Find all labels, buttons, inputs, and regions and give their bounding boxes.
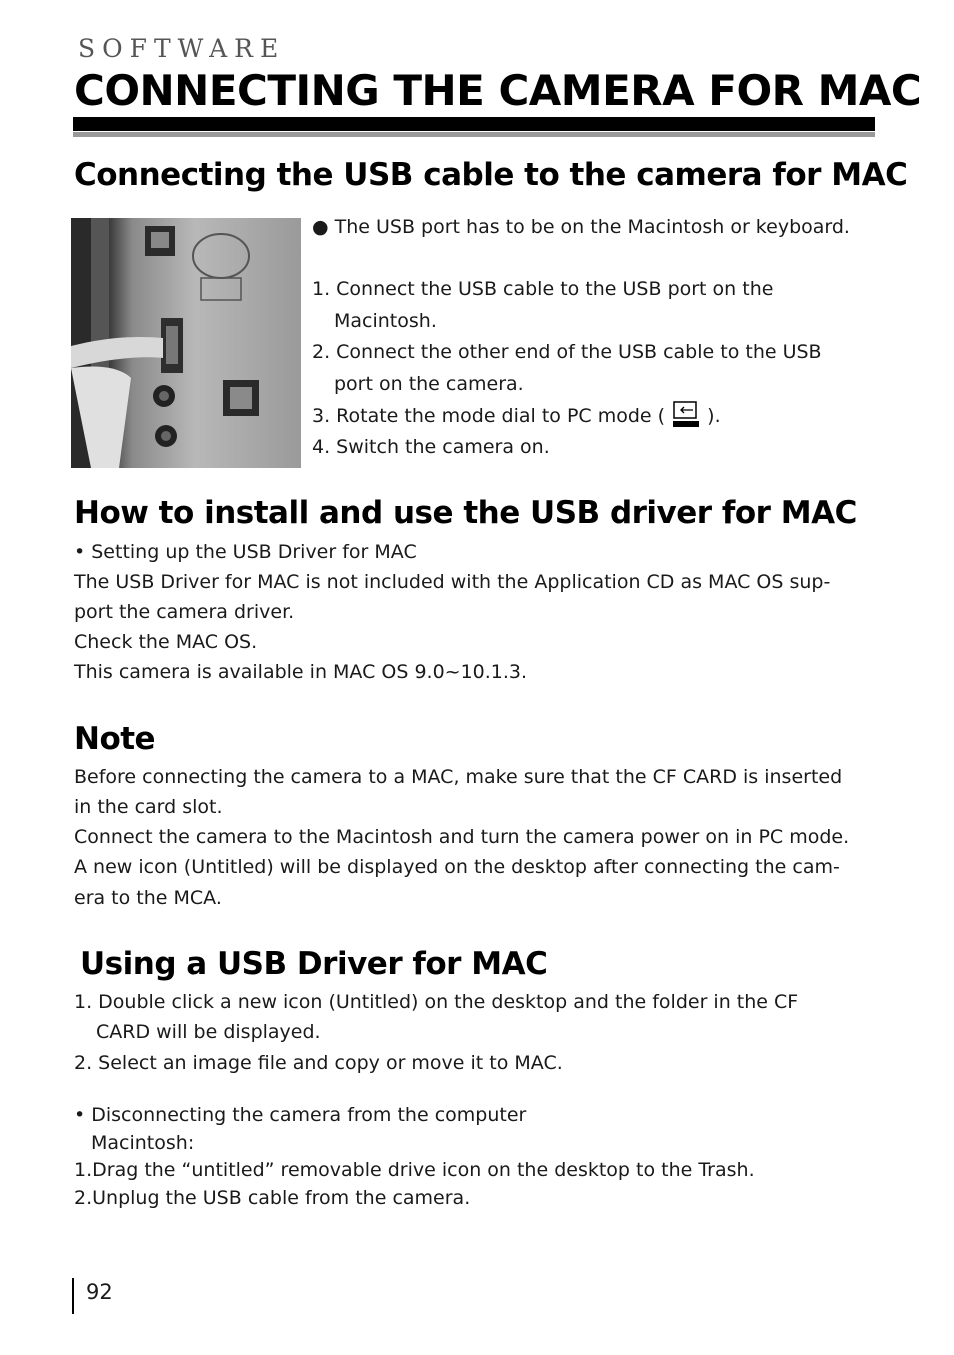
camera-usb-port-photo: [71, 218, 301, 468]
usb-port-note: ● The USB port has to be on the Macintosh or keyboard.: [312, 216, 850, 238]
step-2-line-2: port on the camera.: [334, 373, 524, 395]
step-1-line-1: 1. Connect the USB cable to the USB port on the: [312, 278, 774, 300]
note-line-3: Connect the camera to the Macintosh and turn the camera power on in PC mode.: [74, 826, 850, 848]
title-rule: [73, 117, 875, 131]
pc-mode-icon: [671, 400, 701, 428]
note-line-2: in the card slot.: [74, 796, 223, 818]
disconnect-title: • Disconnecting the camera from the computer: [74, 1104, 527, 1126]
note-heading: Note: [74, 721, 156, 757]
step-3: [312, 400, 721, 431]
title-rule-shadow: [73, 132, 875, 137]
note-line-5: era to the MCA.: [74, 887, 222, 909]
disconnect-step-1: 1.Drag the “untitled” removable drive icon on the desktop to the Trash.: [74, 1159, 755, 1181]
step-3-text: 3. Rotate the mode dial to PC mode (: [312, 405, 666, 427]
driver-text-line-3: Check the MAC OS.: [74, 631, 258, 653]
disconnect-subtitle: Macintosh:: [91, 1132, 195, 1154]
using-step-1-line-1: 1. Double click a new icon (Untitled) on the desktop and the folder in the CF: [74, 991, 799, 1013]
step-2-line-1: 2. Connect the other end of the USB cable to the USB: [312, 341, 822, 363]
section-heading-install-driver: How to install and use the USB driver for MAC: [74, 495, 857, 531]
disconnect-step-2: 2.Unplug the USB cable from the camera.: [74, 1187, 471, 1209]
note-line-1: Before connecting the camera to a MAC, make sure that the CF CARD is inserted: [74, 766, 843, 788]
using-step-2: 2. Select an image file and copy or move it to MAC.: [74, 1052, 563, 1074]
driver-text-line-1: The USB Driver for MAC is not included with the Application CD as MAC OS sup-: [74, 571, 831, 593]
using-step-1-line-2: CARD will be displayed.: [96, 1021, 321, 1043]
driver-setup-title: • Setting up the USB Driver for MAC: [74, 541, 417, 563]
section-heading-using-driver: Using a USB Driver for MAC: [80, 946, 548, 982]
step-4: 4. Switch the camera on.: [312, 436, 550, 458]
step-1-line-2: Macintosh.: [334, 310, 437, 332]
section-label: SOFTWARE: [78, 34, 286, 63]
step-3-end: ).: [707, 405, 721, 427]
note-line-4: A new icon (Untitled) will be displayed on the desktop after connecting the cam-: [74, 856, 840, 878]
driver-text-line-2: port the camera driver.: [74, 601, 295, 623]
driver-text-line-4: This camera is available in MAC OS 9.0~10.1.3.: [74, 661, 528, 683]
page-number: 92: [86, 1280, 113, 1304]
section-heading-connecting-usb: Connecting the USB cable to the camera for MAC: [74, 157, 908, 193]
page-title: CONNECTING THE CAMERA FOR MAC: [74, 66, 922, 115]
page-number-bar: [72, 1278, 74, 1314]
